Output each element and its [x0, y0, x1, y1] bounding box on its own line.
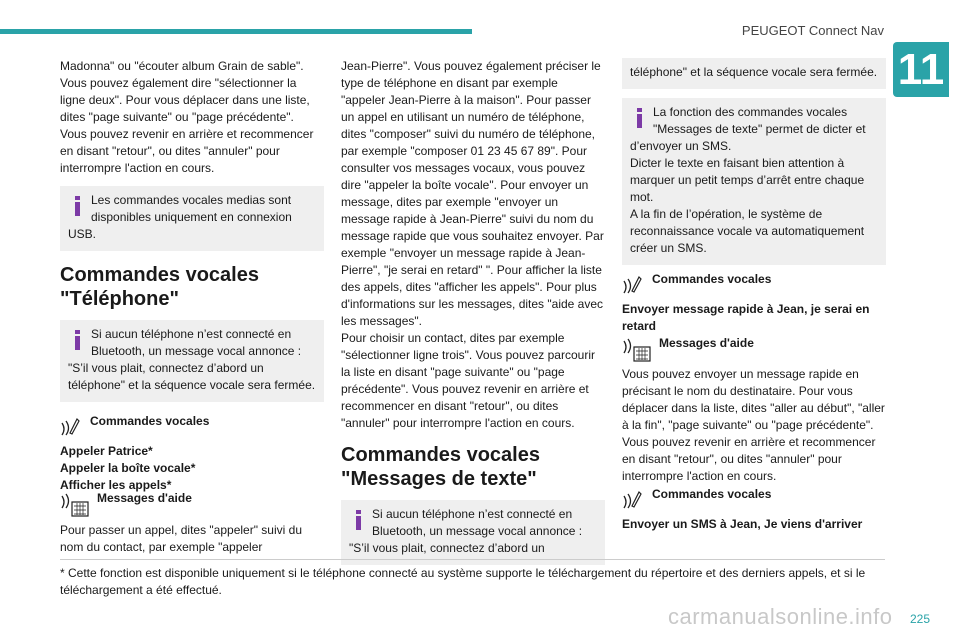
voice-wave-icon: [60, 415, 86, 437]
help-keypad-icon: [60, 492, 90, 518]
chapter-number: 11: [893, 42, 949, 97]
note-text: téléphone" et la séquence vocale sera fermée.: [630, 65, 878, 79]
note-text: d’envoyer un SMS. Dicter le texte en faisant bien attention à marquer un petit temps d’arrêt entre chaque mot. A la fin de l’opération, le système de reconnaissance vocale va automatiquement créer un SMS.: [630, 139, 865, 255]
command-item: Appeler Patrice*: [60, 444, 153, 458]
command-list: [60, 443, 324, 494]
help-messages-label: Messages d'aide: [97, 491, 192, 505]
help-messages-row: [622, 335, 886, 363]
column-1: [60, 58, 324, 556]
section-heading-telephone: Commandes vocales "Téléphone": [60, 264, 259, 310]
phone-help-text: Jean-Pierre". Vous pouvez également préciser le type de téléphone en disant par exemple "appeler Jean-Pierre à la maison". Pour passer un appel en utilisant un numéro de téléphone, dites "composer" suivi du numéro de téléphone, par exemple "composer 01 23 45 67 89". Pour consulter vos messages vocaux, vous pouvez dire "appeler la boîte vocale". Pour envoyer un message, dites par exemple "envoyer un message rapide à Jean-Pierre" suivi du nom du message rapide que vous souhaitez envoyer. Par exemple "envoyer un message rapide à Jean-Pierre", "je serai en retard" ". Pour afficher la liste des appels, dites "afficher les appels". Pour plus d'informations sur les messages, dites "aide avec les messages". Pour choisir un contact, dites par exemple "sélectionner ligne trois". Vous pouvez parcourir la liste en disant "page suivante" ou "page précédente". Vous pouvez revenir en arrière et recommencer en disant "retour", ou dites "annuler" pour interrompre l'action en cours.: [341, 59, 604, 430]
note-text: "S’il vous plait, connectez d’abord un: [349, 541, 545, 555]
note-text: Si aucun téléphone n’est connecté en Bluetooth, un message vocal annonce :: [372, 507, 583, 538]
voice-commands-row: [622, 271, 886, 295]
note-text: "S’il vous plait, connectez d’abord un téléphone" et la séquence vocale sera fermée.: [68, 361, 316, 392]
info-note-media: [60, 186, 324, 251]
footnote: * Cette fonction est disponible uniquement si le téléphone connecté au système supporte le téléchargement du répertoire et des derniers appels, et si le téléchargement a été effectué.: [60, 566, 866, 597]
help-keypad-icon: [622, 337, 652, 363]
voice-commands-row: [60, 413, 324, 437]
voice-commands-row: [622, 486, 886, 510]
help-messages-label: Messages d'aide: [659, 336, 754, 350]
note-text: Si aucun téléphone n’est connecté en Bluetooth, un message vocal annonce :: [91, 327, 302, 358]
voice-wave-icon: [622, 273, 648, 295]
command-item: Envoyer message rapide à Jean, je serai en retard: [622, 302, 870, 333]
info-note-phone: [60, 320, 324, 402]
info-note-continued: [622, 58, 886, 89]
column-2: [341, 58, 605, 565]
command-item: Envoyer un SMS à Jean, Je viens d'arriver: [622, 517, 863, 531]
info-icon: [75, 196, 80, 216]
voice-commands-label: Commandes vocales: [652, 487, 772, 501]
info-icon: [356, 510, 361, 530]
header-accent-bar: [0, 29, 472, 34]
voice-commands-label: Commandes vocales: [90, 414, 210, 428]
page-number: 225: [909, 612, 930, 626]
info-icon: [75, 330, 80, 350]
note-text: La fonction des commandes vocales "Messages de texte" permet de dicter et: [653, 105, 866, 136]
command-item: Appeler la boîte vocale*: [60, 461, 196, 475]
help-messages-row: [60, 490, 324, 518]
info-note-sms-function: [622, 98, 886, 265]
help-text: Vous pouvez envoyer un message rapide en précisant le nom du destinataire. Pour vous déplacer dans la liste, dites "aller au début", "aller à la fin", "page suivante" ou "page précédente". Vous pouvez revenir en arrière et recommencer en disant "retour", ou dites "annuler" pour interrompre l'action en cours.: [622, 367, 885, 483]
info-icon: [637, 108, 642, 128]
intro-text: Madonna" ou "écouter album Grain de sable". Vous pouvez également dire "sélectionner la ligne deux". Pour vous déplacer dans une liste, dites "page suivante" ou "page précédente". Vous pouvez revenir en arrière et recommencer en disant "retour", ou dites "annuler" pour interrompre l'action en cours.: [60, 59, 314, 175]
footer-divider: [60, 559, 885, 560]
column-3: [622, 58, 886, 533]
note-text: Les commandes vocales medias sont disponibles uniquement en connexion: [91, 193, 292, 224]
info-note-sms: [341, 500, 605, 565]
header-title: PEUGEOT Connect Nav: [741, 23, 884, 38]
help-text: Pour passer un appel, dites "appeler" suivi du nom du contact, par exemple "appeler: [60, 523, 302, 554]
note-text: USB.: [68, 227, 97, 241]
voice-commands-label: Commandes vocales: [652, 272, 772, 286]
watermark: carmanualsonline.info: [668, 604, 893, 629]
voice-wave-icon: [622, 488, 648, 510]
section-heading-sms: Commandes vocales "Messages de texte": [341, 444, 540, 490]
command-item: Afficher les appels*: [60, 478, 172, 492]
